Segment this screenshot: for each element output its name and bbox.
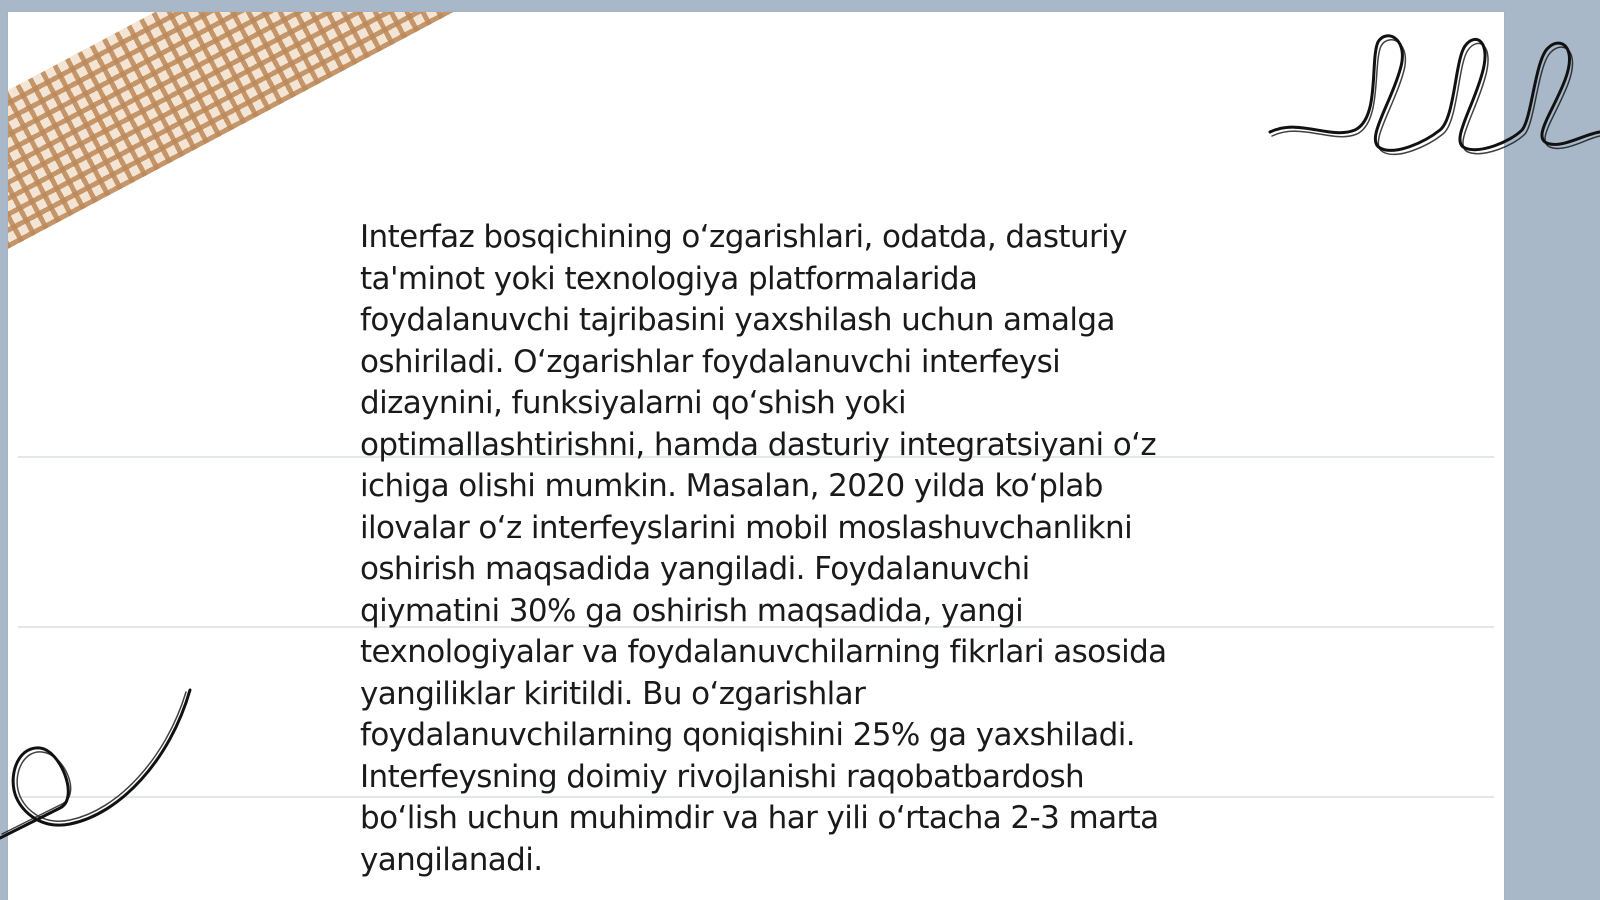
- loop-scribble-icon: [1260, 30, 1600, 170]
- gingham-tape-icon: [8, 12, 555, 249]
- body-paragraph: Interfaz bosqichining o‘zgarishlari, odatda, dasturiy ta'minot yoki texnologiya platformalarida foydalanuvchi tajribasini yaxshilash uchun amalga oshiriladi. O‘zgarishlar foydalanuvchi interfeysi dizaynini, funksiyalarni qo‘shish yoki optimallashtirishni, hamda dasturiy integratsiyani o‘z ichiga olishi mumkin. Masalan, 2020 yilda ko‘plab ilovalar o‘z interfeyslarini mobil moslashuvchanlikni oshirish maqsadida yangiladi. Foydalanuvchi qiymatini 30% ga oshirish maqsadida, yangi texnologiyalar va foydalanuvchilarning fikrlari asosida yangiliklar kiritildi. Bu o‘zgarishlar foydalanuvchilarning qoniqishini 25% ga yaxshiladi. Interfeysning doimiy rivojlanishi raqobatbardosh bo‘lish uchun muhimdir va har yili o‘rtacha 2-3 marta yangilanadi.: [360, 219, 1167, 878]
- checkmark-scribble-icon: [0, 690, 200, 850]
